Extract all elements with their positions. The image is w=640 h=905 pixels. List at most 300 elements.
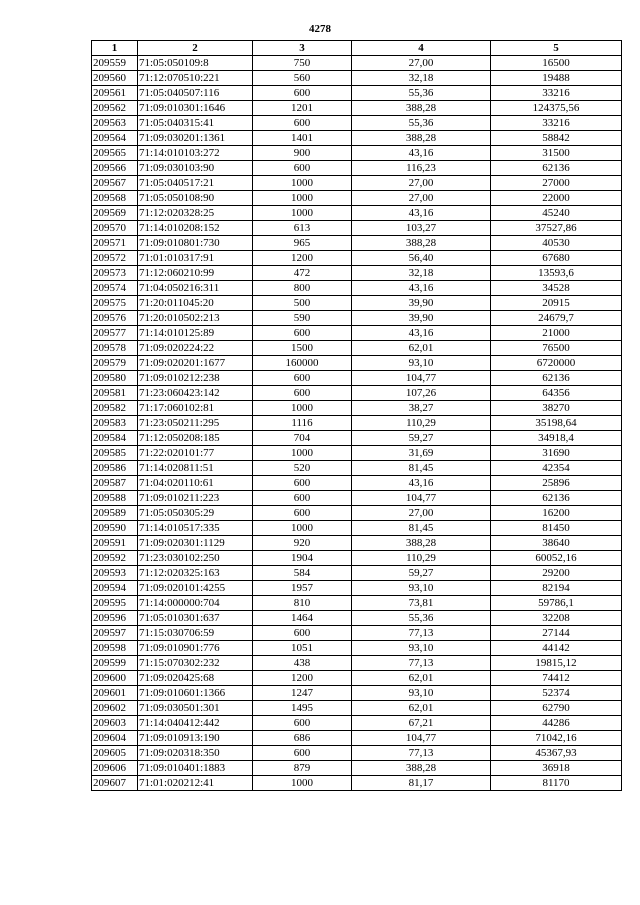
rate-cell: 27,00	[352, 56, 491, 71]
rate-cell: 59,27	[352, 431, 491, 446]
row-id-cell: 209565	[92, 146, 138, 161]
value-cell: 44286	[491, 716, 622, 731]
table-row	[92, 281, 622, 296]
value-cell: 27000	[491, 176, 622, 191]
row-id-cell: 209589	[92, 506, 138, 521]
value-cell: 82194	[491, 581, 622, 596]
row-id-cell: 209607	[92, 776, 138, 791]
value-cell: 62790	[491, 701, 622, 716]
value-cell: 42354	[491, 461, 622, 476]
value-cell: 59786,1	[491, 596, 622, 611]
cadastral-number-cell: 71:23:030102:250	[138, 551, 253, 566]
row-id-cell: 209604	[92, 731, 138, 746]
rate-cell: 39,90	[352, 296, 491, 311]
table-row	[92, 536, 622, 551]
row-id-cell: 209583	[92, 416, 138, 431]
rate-cell: 55,36	[352, 116, 491, 131]
cadastral-number-cell: 71:09:030201:1361	[138, 131, 253, 146]
cadastral-number-cell: 71:12:020325:163	[138, 566, 253, 581]
area-cell: 1495	[253, 701, 352, 716]
table-row	[92, 656, 622, 671]
table-row	[92, 86, 622, 101]
data-table	[91, 40, 622, 791]
rate-cell: 388,28	[352, 536, 491, 551]
table-row	[92, 371, 622, 386]
area-cell: 1000	[253, 521, 352, 536]
cadastral-number-cell: 71:09:010301:1646	[138, 101, 253, 116]
area-cell: 520	[253, 461, 352, 476]
cadastral-number-cell: 71:12:020328:25	[138, 206, 253, 221]
rate-cell: 43,16	[352, 206, 491, 221]
cadastral-number-cell: 71:12:060210:99	[138, 266, 253, 281]
value-cell: 6720000	[491, 356, 622, 371]
table-row	[92, 191, 622, 206]
cadastral-number-cell: 71:20:010502:213	[138, 311, 253, 326]
area-cell: 600	[253, 626, 352, 641]
cadastral-number-cell: 71:09:010212:238	[138, 371, 253, 386]
value-cell: 38640	[491, 536, 622, 551]
area-cell: 1401	[253, 131, 352, 146]
area-cell: 1201	[253, 101, 352, 116]
rate-cell: 43,16	[352, 476, 491, 491]
value-cell: 67680	[491, 251, 622, 266]
table-row	[92, 386, 622, 401]
row-id-cell: 209584	[92, 431, 138, 446]
value-cell: 32208	[491, 611, 622, 626]
value-cell: 62136	[491, 371, 622, 386]
rate-cell: 104,77	[352, 731, 491, 746]
cadastral-number-cell: 71:09:020301:1129	[138, 536, 253, 551]
value-cell: 16500	[491, 56, 622, 71]
rate-cell: 77,13	[352, 656, 491, 671]
table-row	[92, 101, 622, 116]
area-cell: 560	[253, 71, 352, 86]
value-cell: 33216	[491, 116, 622, 131]
cadastral-number-cell: 71:09:030103:90	[138, 161, 253, 176]
row-id-cell: 209586	[92, 461, 138, 476]
table-row	[92, 416, 622, 431]
cadastral-number-cell: 71:23:060423:142	[138, 386, 253, 401]
value-cell: 27144	[491, 626, 622, 641]
table-row	[92, 641, 622, 656]
table-row	[92, 476, 622, 491]
row-id-cell: 209599	[92, 656, 138, 671]
area-cell: 600	[253, 116, 352, 131]
table-row	[92, 131, 622, 146]
area-cell: 1957	[253, 581, 352, 596]
area-cell: 600	[253, 491, 352, 506]
table-row	[92, 146, 622, 161]
rate-cell: 27,00	[352, 191, 491, 206]
rate-cell: 38,27	[352, 401, 491, 416]
area-cell: 750	[253, 56, 352, 71]
row-id-cell: 209571	[92, 236, 138, 251]
cadastral-number-cell: 71:22:020101:77	[138, 446, 253, 461]
table-row	[92, 596, 622, 611]
area-cell: 1000	[253, 776, 352, 791]
value-cell: 16200	[491, 506, 622, 521]
table-row	[92, 566, 622, 581]
row-id-cell: 209592	[92, 551, 138, 566]
table-row	[92, 401, 622, 416]
row-id-cell: 209562	[92, 101, 138, 116]
cadastral-number-cell: 71:05:040517:21	[138, 176, 253, 191]
row-id-cell: 209602	[92, 701, 138, 716]
cadastral-number-cell: 71:09:010801:730	[138, 236, 253, 251]
area-cell: 590	[253, 311, 352, 326]
value-cell: 60052,16	[491, 551, 622, 566]
cadastral-number-cell: 71:14:020811:51	[138, 461, 253, 476]
row-id-cell: 209575	[92, 296, 138, 311]
rate-cell: 27,00	[352, 176, 491, 191]
row-id-cell: 209588	[92, 491, 138, 506]
table-row	[92, 221, 622, 236]
table-row	[92, 671, 622, 686]
cadastral-number-cell: 71:09:020101:4255	[138, 581, 253, 596]
row-id-cell: 209593	[92, 566, 138, 581]
row-id-cell: 209605	[92, 746, 138, 761]
value-cell: 34528	[491, 281, 622, 296]
row-id-cell: 209598	[92, 641, 138, 656]
value-cell: 124375,56	[491, 101, 622, 116]
row-id-cell: 209572	[92, 251, 138, 266]
table-row	[92, 341, 622, 356]
value-cell: 76500	[491, 341, 622, 356]
area-cell: 1200	[253, 251, 352, 266]
row-id-cell: 209564	[92, 131, 138, 146]
value-cell: 62136	[491, 161, 622, 176]
value-cell: 81170	[491, 776, 622, 791]
value-cell: 45240	[491, 206, 622, 221]
area-cell: 600	[253, 746, 352, 761]
rate-cell: 62,01	[352, 341, 491, 356]
row-id-cell: 209577	[92, 326, 138, 341]
area-cell: 1051	[253, 641, 352, 656]
cadastral-number-cell: 71:05:050305:29	[138, 506, 253, 521]
value-cell: 33216	[491, 86, 622, 101]
cadastral-number-cell: 71:14:000000:704	[138, 596, 253, 611]
area-cell: 472	[253, 266, 352, 281]
row-id-cell: 209574	[92, 281, 138, 296]
rate-cell: 67,21	[352, 716, 491, 731]
area-cell: 1000	[253, 446, 352, 461]
area-cell: 1500	[253, 341, 352, 356]
row-id-cell: 209560	[92, 71, 138, 86]
rate-cell: 110,29	[352, 551, 491, 566]
row-id-cell: 209569	[92, 206, 138, 221]
table-row	[92, 266, 622, 281]
rate-cell: 93,10	[352, 581, 491, 596]
cadastral-number-cell: 71:05:050109:8	[138, 56, 253, 71]
area-cell: 600	[253, 476, 352, 491]
value-cell: 36918	[491, 761, 622, 776]
row-id-cell: 209591	[92, 536, 138, 551]
area-cell: 879	[253, 761, 352, 776]
table-body	[92, 56, 622, 791]
cadastral-number-cell: 71:14:010125:89	[138, 326, 253, 341]
value-cell: 13593,6	[491, 266, 622, 281]
table-row	[92, 716, 622, 731]
rate-cell: 110,29	[352, 416, 491, 431]
value-cell: 44142	[491, 641, 622, 656]
value-cell: 52374	[491, 686, 622, 701]
value-cell: 34918,4	[491, 431, 622, 446]
table-row	[92, 116, 622, 131]
rate-cell: 32,18	[352, 266, 491, 281]
row-id-cell: 209559	[92, 56, 138, 71]
table-header-row	[92, 41, 622, 56]
row-id-cell: 209595	[92, 596, 138, 611]
value-cell: 21000	[491, 326, 622, 341]
table-row	[92, 521, 622, 536]
value-cell: 38270	[491, 401, 622, 416]
value-cell: 25896	[491, 476, 622, 491]
rate-cell: 104,77	[352, 371, 491, 386]
table-row	[92, 506, 622, 521]
column-header: 2	[138, 41, 253, 56]
value-cell: 31690	[491, 446, 622, 461]
value-cell: 35198,64	[491, 416, 622, 431]
cadastral-number-cell: 71:09:020224:22	[138, 341, 253, 356]
cadastral-number-cell: 71:05:040507:116	[138, 86, 253, 101]
table-row	[92, 746, 622, 761]
area-cell: 1000	[253, 191, 352, 206]
rate-cell: 107,26	[352, 386, 491, 401]
rate-cell: 81,45	[352, 521, 491, 536]
table-row	[92, 776, 622, 791]
row-id-cell: 209600	[92, 671, 138, 686]
rate-cell: 43,16	[352, 281, 491, 296]
row-id-cell: 209606	[92, 761, 138, 776]
area-cell: 160000	[253, 356, 352, 371]
row-id-cell: 209590	[92, 521, 138, 536]
table-row	[92, 461, 622, 476]
area-cell: 1000	[253, 401, 352, 416]
row-id-cell: 209578	[92, 341, 138, 356]
rate-cell: 93,10	[352, 356, 491, 371]
table-row	[92, 731, 622, 746]
table-row	[92, 491, 622, 506]
rate-cell: 73,81	[352, 596, 491, 611]
cadastral-number-cell: 71:12:070510:221	[138, 71, 253, 86]
cadastral-number-cell: 71:09:010211:223	[138, 491, 253, 506]
row-id-cell: 209581	[92, 386, 138, 401]
column-header: 3	[253, 41, 352, 56]
cadastral-number-cell: 71:09:020201:1677	[138, 356, 253, 371]
table-row	[92, 296, 622, 311]
cadastral-number-cell: 71:15:030706:59	[138, 626, 253, 641]
cadastral-number-cell: 71:05:050108:90	[138, 191, 253, 206]
row-id-cell: 209594	[92, 581, 138, 596]
area-cell: 1116	[253, 416, 352, 431]
row-id-cell: 209596	[92, 611, 138, 626]
rate-cell: 77,13	[352, 746, 491, 761]
rate-cell: 388,28	[352, 131, 491, 146]
area-cell: 600	[253, 506, 352, 521]
rate-cell: 43,16	[352, 146, 491, 161]
table-row	[92, 611, 622, 626]
rate-cell: 93,10	[352, 686, 491, 701]
area-cell: 600	[253, 716, 352, 731]
value-cell: 29200	[491, 566, 622, 581]
cadastral-number-cell: 71:09:010601:1366	[138, 686, 253, 701]
rate-cell: 27,00	[352, 506, 491, 521]
rate-cell: 62,01	[352, 701, 491, 716]
value-cell: 19815,12	[491, 656, 622, 671]
rate-cell: 55,36	[352, 86, 491, 101]
row-id-cell: 209582	[92, 401, 138, 416]
row-id-cell: 209576	[92, 311, 138, 326]
area-cell: 600	[253, 386, 352, 401]
row-id-cell: 209566	[92, 161, 138, 176]
cadastral-number-cell: 71:09:010901:776	[138, 641, 253, 656]
table-row	[92, 251, 622, 266]
page-number: 4278	[309, 23, 331, 35]
table-row	[92, 446, 622, 461]
area-cell: 1200	[253, 671, 352, 686]
area-cell: 704	[253, 431, 352, 446]
table-row	[92, 56, 622, 71]
rate-cell: 31,69	[352, 446, 491, 461]
row-id-cell: 209585	[92, 446, 138, 461]
row-id-cell: 209597	[92, 626, 138, 641]
row-id-cell: 209561	[92, 86, 138, 101]
table-row	[92, 551, 622, 566]
value-cell: 22000	[491, 191, 622, 206]
row-id-cell: 209603	[92, 716, 138, 731]
cadastral-number-cell: 71:01:010317:91	[138, 251, 253, 266]
rate-cell: 388,28	[352, 761, 491, 776]
rate-cell: 59,27	[352, 566, 491, 581]
row-id-cell: 209601	[92, 686, 138, 701]
cadastral-number-cell: 71:15:070302:232	[138, 656, 253, 671]
area-cell: 920	[253, 536, 352, 551]
row-id-cell: 209580	[92, 371, 138, 386]
rate-cell: 116,23	[352, 161, 491, 176]
cadastral-number-cell: 71:04:050216:311	[138, 281, 253, 296]
cadastral-number-cell: 71:09:020318:350	[138, 746, 253, 761]
row-id-cell: 209568	[92, 191, 138, 206]
rate-cell: 39,90	[352, 311, 491, 326]
area-cell: 600	[253, 161, 352, 176]
area-cell: 600	[253, 326, 352, 341]
rate-cell: 77,13	[352, 626, 491, 641]
cadastral-number-cell: 71:09:010913:190	[138, 731, 253, 746]
value-cell: 64356	[491, 386, 622, 401]
value-cell: 62136	[491, 491, 622, 506]
area-cell: 600	[253, 371, 352, 386]
value-cell: 19488	[491, 71, 622, 86]
row-id-cell: 209587	[92, 476, 138, 491]
cadastral-number-cell: 71:20:011045:20	[138, 296, 253, 311]
area-cell: 800	[253, 281, 352, 296]
cadastral-number-cell: 71:04:020110:61	[138, 476, 253, 491]
rate-cell: 388,28	[352, 236, 491, 251]
cadastral-number-cell: 71:01:020212:41	[138, 776, 253, 791]
area-cell: 600	[253, 86, 352, 101]
area-cell: 1464	[253, 611, 352, 626]
value-cell: 81450	[491, 521, 622, 536]
area-cell: 900	[253, 146, 352, 161]
table-row	[92, 71, 622, 86]
cadastral-number-cell: 71:05:010301:637	[138, 611, 253, 626]
table-row	[92, 311, 622, 326]
rate-cell: 104,77	[352, 491, 491, 506]
rate-cell: 81,45	[352, 461, 491, 476]
cadastral-number-cell: 71:23:050211:295	[138, 416, 253, 431]
cadastral-number-cell: 71:14:010208:152	[138, 221, 253, 236]
rate-cell: 56,40	[352, 251, 491, 266]
cadastral-number-cell: 71:14:010517:335	[138, 521, 253, 536]
table-row	[92, 701, 622, 716]
rate-cell: 93,10	[352, 641, 491, 656]
rate-cell: 62,01	[352, 671, 491, 686]
value-cell: 31500	[491, 146, 622, 161]
value-cell: 58842	[491, 131, 622, 146]
table-row	[92, 236, 622, 251]
row-id-cell: 209573	[92, 266, 138, 281]
rate-cell: 32,18	[352, 71, 491, 86]
area-cell: 584	[253, 566, 352, 581]
rate-cell: 388,28	[352, 101, 491, 116]
cadastral-number-cell: 71:14:010103:272	[138, 146, 253, 161]
cadastral-number-cell: 71:05:040315:41	[138, 116, 253, 131]
cadastral-number-cell: 71:14:040412:442	[138, 716, 253, 731]
rate-cell: 43,16	[352, 326, 491, 341]
table-row	[92, 176, 622, 191]
row-id-cell: 209570	[92, 221, 138, 236]
area-cell: 686	[253, 731, 352, 746]
area-cell: 438	[253, 656, 352, 671]
cadastral-number-cell: 71:09:030501:301	[138, 701, 253, 716]
rate-cell: 103,27	[352, 221, 491, 236]
table-row	[92, 161, 622, 176]
cadastral-number-cell: 71:09:020425:68	[138, 671, 253, 686]
column-header: 5	[491, 41, 622, 56]
area-cell: 1000	[253, 176, 352, 191]
area-cell: 1247	[253, 686, 352, 701]
value-cell: 37527,86	[491, 221, 622, 236]
cadastral-number-cell: 71:09:010401:1883	[138, 761, 253, 776]
cadastral-number-cell: 71:17:060102:81	[138, 401, 253, 416]
table-row	[92, 326, 622, 341]
area-cell: 810	[253, 596, 352, 611]
area-cell: 500	[253, 296, 352, 311]
area-cell: 965	[253, 236, 352, 251]
area-cell: 1904	[253, 551, 352, 566]
value-cell: 24679,7	[491, 311, 622, 326]
cadastral-number-cell: 71:12:050208:185	[138, 431, 253, 446]
table-row	[92, 626, 622, 641]
value-cell: 71042,16	[491, 731, 622, 746]
table-row	[92, 581, 622, 596]
table-row	[92, 431, 622, 446]
rate-cell: 55,36	[352, 611, 491, 626]
column-header: 1	[92, 41, 138, 56]
value-cell: 40530	[491, 236, 622, 251]
value-cell: 74412	[491, 671, 622, 686]
value-cell: 20915	[491, 296, 622, 311]
table-row	[92, 206, 622, 221]
table-row	[92, 356, 622, 371]
area-cell: 1000	[253, 206, 352, 221]
rate-cell: 81,17	[352, 776, 491, 791]
area-cell: 613	[253, 221, 352, 236]
row-id-cell: 209579	[92, 356, 138, 371]
row-id-cell: 209567	[92, 176, 138, 191]
column-header: 4	[352, 41, 491, 56]
value-cell: 45367,93	[491, 746, 622, 761]
